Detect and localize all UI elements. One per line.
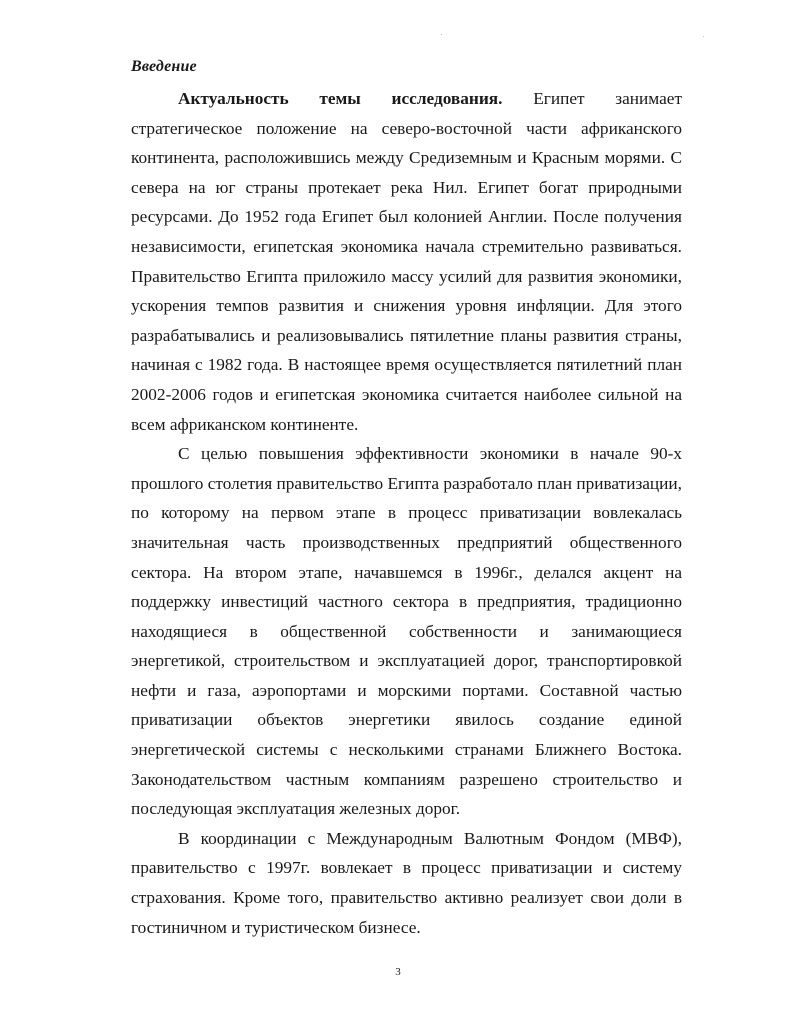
scan-speck xyxy=(441,34,442,35)
paragraph xyxy=(131,439,682,824)
paragraph-text: Египет занимает стратегическое положение на северо-восточной части африканского континента, расположившись между Средиземным и Красным морями. С севера на юг страны протекает река Нил. Египет богат природными ресурсами. До 1952 года Египет был колонией Англии. После получения независимости, египетская экономика начала стремительно развиваться. Правительство Египта приложило массу усилий для развития экономики, ускорения темпов развития и снижения уровня инфляции. Для этого разрабатывались и реализовывались пятилетние планы развития страны, начиная с 1982 года. В настоящее время осуществляется пятилетний план 2002-2006 годов и египетская экономика считается наиболее сильной на всем африканском континенте. xyxy=(131,89,682,434)
page-number: 3 xyxy=(395,966,401,978)
paragraph-text: С целью повышения эффективности экономики в начале 90-х прошлого столетия правительство Египта разработало план приватизации, по которому на первом этапе в процесс приватизации вовлекалась значительная часть производственных предприятий общественного сектора. На втором этапе, начавшемся в 1996г., делался акцент на поддержку инвестиций частного сектора в предприятия, традиционно находящиеся в общественной собственности и занимающиеся энергетикой, строительством и эксплуатацией дорог, транспортировкой нефти и газа, аэропортами и морскими портами. Составной частью приватизации объектов энергетики явилось создание единой энергетической системы с несколькими странами Ближнего Востока. Законодательством частным компаниям разрешено строительство и последующая эксплуатация железных дорог. xyxy=(131,444,682,819)
paragraph xyxy=(131,84,682,439)
paragraph xyxy=(131,824,682,942)
scan-speck xyxy=(703,36,704,37)
paragraph-lead: Актуальность темы исследования. xyxy=(178,89,503,108)
section-heading: Введение xyxy=(131,58,197,75)
body-text xyxy=(131,84,682,942)
paragraph-text: В координации с Международным Валютным Фондом (МВФ), правительство с 1997г. вовлекает в процесс приватизации и систему страхования. Кроме того, правительство активно реализует свои доли в гостиничном и туристическом бизнесе. xyxy=(131,828,682,937)
